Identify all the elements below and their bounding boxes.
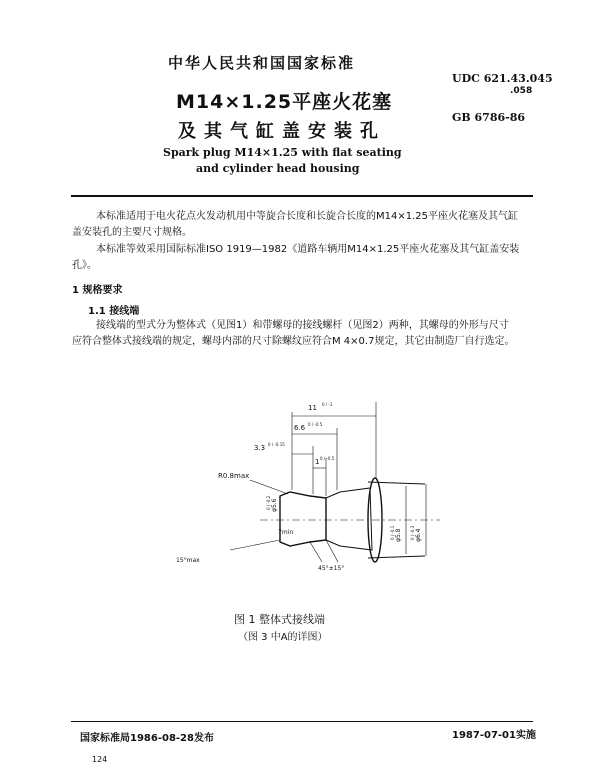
dim-1-label: 1: [315, 458, 320, 466]
para-iso-line2: 孔》。: [72, 260, 97, 271]
dim-7-label: 7min: [278, 529, 294, 536]
udc-subcode: .058: [510, 86, 533, 96]
figure-1-drawing: [150, 390, 450, 590]
dim-1-tol: 0 / -0.5: [320, 456, 335, 461]
dim-6-6-tol: 0 / -0.5: [308, 422, 323, 427]
header-rule: [71, 195, 533, 197]
implementation-date: 1987-07-01实施: [452, 730, 536, 741]
dia-6-4-label: φ6.4: [415, 528, 422, 542]
title-cn-line1: M14×1.25平座火花塞: [176, 91, 393, 113]
para-scope-line2: 盖安装孔的主要尺寸规格。: [72, 227, 192, 238]
dim-3-3-tol: 0 / -0.15: [268, 442, 285, 447]
section-heading-1-1: 1.1 接线端: [88, 306, 140, 317]
angle-15-label: 15°max: [176, 557, 200, 564]
publisher-date: 国家标准局1986-08-28发布: [80, 733, 214, 744]
dia-5-8-label: φ5.8: [395, 528, 402, 542]
radius-label: R0.8max: [218, 472, 250, 480]
para-scope-line1: 本标准适用于电火花点火发动机用中等旋合长度和长旋合长度的M14×1.25平座火花塞及其气缸: [96, 211, 518, 222]
page-number: 124: [92, 755, 108, 764]
title-en-line1: Spark plug M14×1.25 with flat seating: [163, 146, 402, 159]
udc-code: UDC 621.43.045: [452, 72, 553, 85]
standard-org-header: 中华人民共和国国家标准: [168, 54, 356, 72]
title-cn-line2: 及其气缸盖安装孔: [178, 121, 386, 142]
footer-rule: [71, 721, 533, 722]
dim-11-label: 11: [308, 404, 317, 412]
figure-subcaption: （图 3 中A的详图）: [238, 632, 328, 643]
dia-5-6-label: φ5.6: [271, 498, 278, 512]
section-heading-1: 1 规格要求: [72, 285, 123, 296]
gb-code: GB 6786-86: [452, 111, 526, 124]
angle-45-label: 45°±15°: [318, 565, 345, 572]
para-terminal-line1: 接线端的型式分为整体式（见图1）和带螺母的接线螺杆（见图2）两种，其螺母的外形与尺寸: [96, 320, 509, 331]
dim-6-6-label: 6.6: [294, 424, 306, 432]
dia-5-8-tol: 0 / -0.1: [390, 525, 395, 540]
dia-6-4-tol: 0 / -0.3: [410, 525, 415, 540]
dim-11-tol: 0 / -1: [322, 402, 333, 407]
para-terminal-line2: 应符合整体式接线端的规定，螺母内部的尺寸除螺纹应符合M 4×0.7规定，其它由制造厂自行选定。: [72, 336, 515, 347]
para-iso-line1: 本标准等效采用国际标准ISO 1919—1982《道路车辆用M14×1.25平座火花塞及其气缸盖安装: [96, 244, 520, 255]
dim-3-3-label: 3.3: [254, 444, 266, 452]
dia-5-6-tol: 0 / -0.2: [266, 495, 271, 510]
figure-caption: 图 1 整体式接线端: [234, 613, 325, 626]
title-en-line2: and cylinder head housing: [196, 162, 360, 175]
